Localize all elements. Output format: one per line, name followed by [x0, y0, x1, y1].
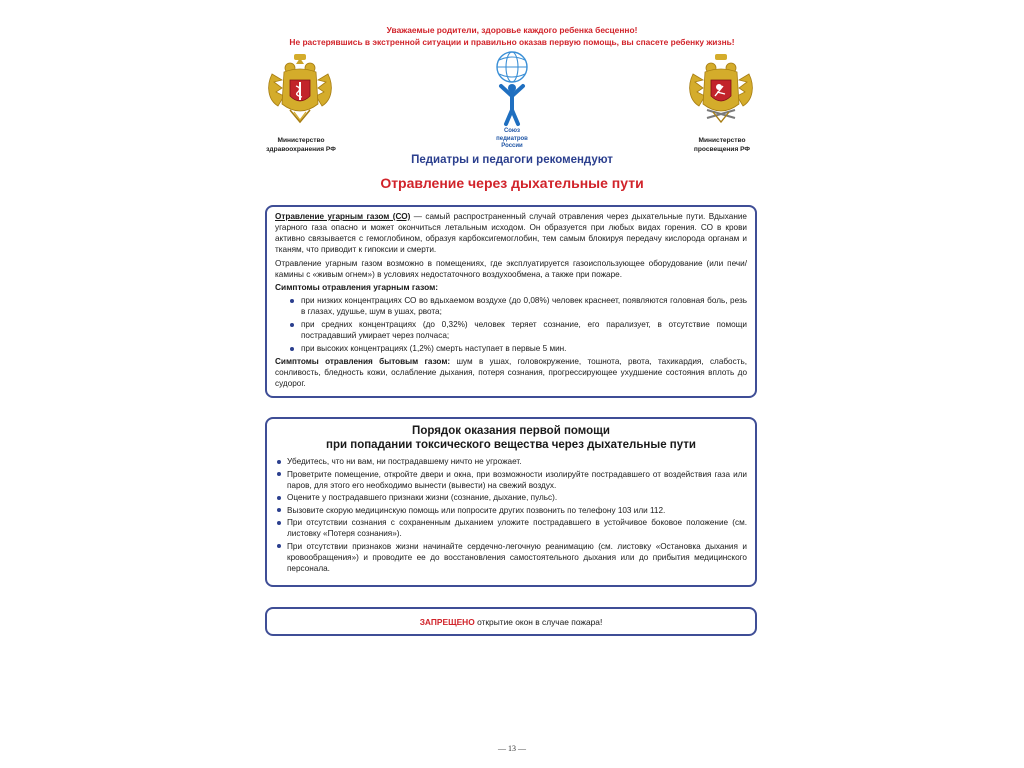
co-locations-paragraph: Отравление угарным газом возможно в помещениях, где эксплуатируется газоиспользующее оборудование (или печи/камины с «живым огнем») в условиях недостаточного воздухообмена, а также при пожаре.: [275, 259, 747, 279]
education-ministry-caption: [667, 137, 777, 154]
household-gas-paragraph: [275, 356, 747, 389]
first-aid-steps-list: [275, 456, 747, 574]
page-title: Отравление через дыхательные пути: [380, 175, 644, 191]
list-item: Проветрите помещение, откройте двери и окна, при возможности изолируйте пострадавшего от воздействия газа или паров, для этого его необходимо вынести (вывести) на свежий воздух.: [287, 469, 747, 490]
list-item: При отсутствии признаков жизни начинайте сердечно-легочную реанимацию (см. листовку «Остановка дыхания и кровообращения») и проводите ее до восстановления самостоятельного дыхания или до прибытия медицинского персонала.: [287, 541, 747, 573]
education-ministry-caption-line1: Министерство: [698, 137, 746, 144]
health-ministry-caption: [246, 137, 356, 154]
recommend-heading: Педиатры и педагоги рекомендуют: [411, 154, 613, 166]
first-aid-title-line2: при попадании токсического вещества через дыхательные пути: [326, 439, 696, 451]
education-ministry-caption-line2: просвещения РФ: [693, 145, 751, 153]
parents-appeal: [262, 24, 762, 48]
page-number: — 13 —: [498, 744, 526, 753]
household-gas-heading: Симптомы отравления бытовым газом:: [275, 357, 451, 366]
first-aid-title: [275, 424, 747, 452]
forbidden-warning-box: [265, 607, 757, 636]
union-caption-line2: педиатров: [496, 135, 528, 142]
co-intro-text: — самый распространенный случай отравления через дыхательные пути. Вдыхание угарного газа опасно и может окончиться летальным исходом. Он образуется при любых видах горения. СО в крови активно связывается с гемоглобином, образуя карбоксигемоглобин, тем самым блокируя передачу кислорода органам и тканям, что приводит к гипоксии и смерти.: [275, 212, 747, 254]
list-item: при средних концентрациях (до 0,32%) человек теряет сознание, его парализует, в отсутствие помощи пострадавший умирает через полчаса;: [301, 320, 747, 340]
forbidden-word: ЗАПРЕЩЕНО: [419, 616, 475, 627]
union-caption-line1: Союз: [503, 128, 521, 134]
list-item: Вызовите скорую медицинскую помощь или попросите других позвонить по телефону 103 или 112.: [287, 505, 747, 516]
appeal-line-2: Не растерявшись в экстренной ситуации и правильно оказав первую помощь, вы спасете ребенку жизнь!: [289, 37, 735, 47]
education-ministry-emblem-icon: [685, 52, 757, 128]
co-intro-paragraph: [275, 211, 747, 255]
health-ministry-emblem-icon: [264, 52, 336, 128]
pediatricians-union-logo-icon: [487, 50, 537, 130]
first-aid-box: [265, 417, 757, 587]
list-item: При отсутствии сознания с сохраненным дыханием уложите пострадавшего в устойчивое боковое положение (см. листовку «Потеря сознания»).: [287, 518, 747, 538]
pediatricians-union-caption: [482, 128, 542, 151]
co-intro-term: Отравление угарным газом (СО): [275, 212, 411, 221]
health-ministry-caption-line2: здравоохранения РФ: [266, 145, 336, 153]
first-aid-title-line1: Порядок оказания первой помощи: [412, 425, 610, 437]
household-gas-text: шум в ушах, головокружение, тошнота, рвота, тахикардия, слабость, сонливость, бледность кожи, ослабление дыхания, потеря сознания, прогрессирующее ухудшение состояния вплоть до судорог.: [275, 357, 747, 388]
co-symptoms-list: [275, 295, 747, 354]
list-item: Оцените у пострадавшего признаки жизни (сознание, дыхание, пульс).: [287, 492, 747, 503]
co-poisoning-info-box: [265, 205, 757, 398]
list-item: при высоких концентрациях (1,2%) смерть наступает в первые 5 мин.: [301, 343, 747, 354]
health-ministry-caption-line1: Министерство: [277, 137, 325, 144]
forbidden-rest: открытие окон в случае пожара!: [474, 616, 603, 627]
list-item: при низких концентрациях СО во вдыхаемом воздухе (до 0,08%) человек краснеет, появляются головная боль, резь в глазах, удушье, шум в ушах, рвота;: [301, 296, 747, 316]
forbidden-warning: [420, 617, 603, 627]
union-caption-line3: России: [501, 143, 523, 150]
appeal-line-1: Уважаемые родители, здоровье каждого ребенка бесценно!: [386, 25, 638, 35]
co-symptoms-heading: Симптомы отравления угарным газом:: [275, 282, 439, 292]
list-item: Убедитесь, что ни вам, ни пострадавшему ничто не угрожает.: [287, 456, 747, 467]
